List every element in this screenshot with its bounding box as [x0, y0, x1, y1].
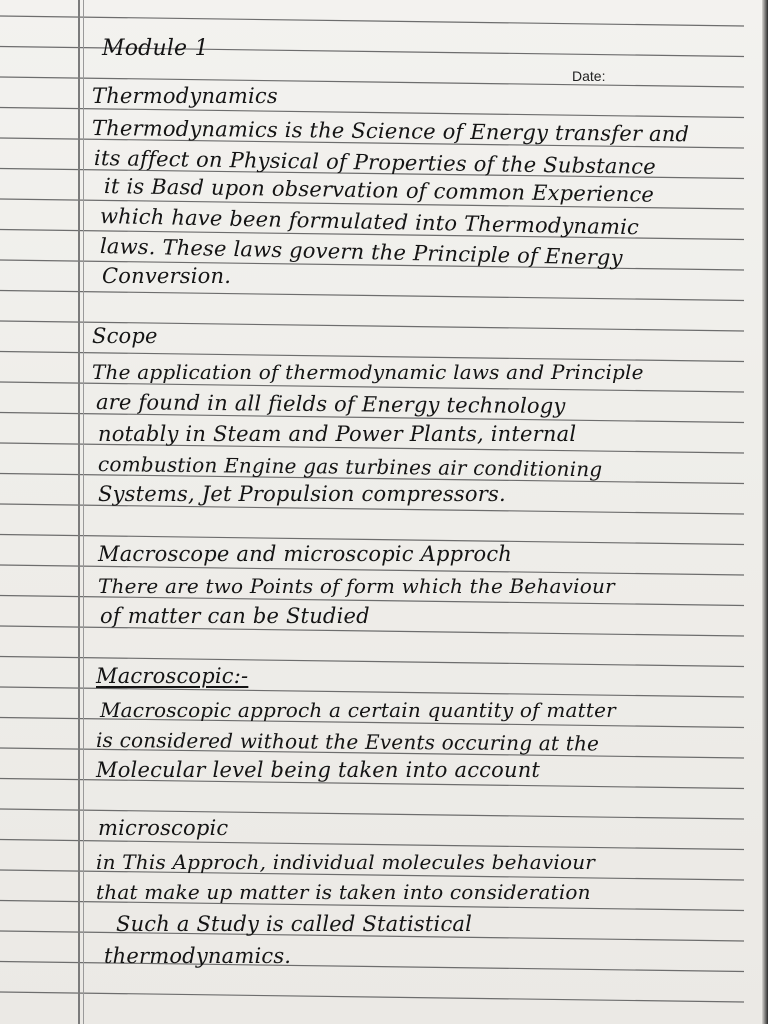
- text-line: are found in all fields of Energy technology: [95, 390, 566, 419]
- text-line: in This Approch, individual molecules behaviour: [96, 850, 596, 874]
- page-edge: [762, 0, 768, 1024]
- text-line: thermodynamics.: [104, 944, 292, 968]
- text-line: Systems, Jet Propulsion compressors.: [98, 482, 506, 506]
- heading-scope: Scope: [92, 324, 158, 348]
- text-line: is considered without the Events occuring at the: [95, 728, 600, 756]
- ruled-line: [0, 840, 744, 850]
- ruled-line: [0, 687, 744, 697]
- text-line: that make up matter is taken into consideration: [96, 880, 591, 904]
- heading-macroscopic: Macroscopic:-: [96, 664, 249, 688]
- date-label: Date:: [572, 68, 606, 84]
- text-line: Conversion.: [102, 264, 232, 288]
- text-line: There are two Points of form which the Behaviour: [98, 574, 615, 598]
- text-line: The application of thermodynamic laws and Principle: [92, 360, 644, 384]
- text-line: Molecular level being taken into account: [96, 758, 541, 782]
- ruled-line: [0, 16, 744, 26]
- text-line: it is Basd upon observation of common Experience: [103, 174, 655, 207]
- text-line: Thermodynamics is the Science of Energy transfer and: [91, 116, 690, 147]
- text-line: Macroscopic approch a certain quantity of matter: [100, 698, 616, 722]
- text-line: Such a Study is called Statistical: [116, 912, 473, 936]
- text-line: of matter can be Studied: [100, 604, 370, 628]
- heading-thermodynamics: Thermodynamics: [92, 84, 278, 108]
- text-line: notably in Steam and Power Plants, internal: [98, 422, 577, 446]
- margin-line: [78, 0, 80, 1024]
- text-line: its affect on Physical of Properties of the Substance: [93, 146, 657, 179]
- text-line: combustion Engine gas turbines air conditioning: [97, 452, 603, 482]
- heading-macro-micro: Macroscope and microscopic Approch: [98, 542, 513, 566]
- module-title: Module 1: [102, 36, 209, 61]
- margin-line-inner: [83, 0, 84, 1024]
- text-line: which have been formulated into Thermodynamic: [99, 204, 640, 240]
- ruled-line: [0, 992, 744, 1002]
- text-line: laws. These laws govern the Principle of Energy: [99, 234, 623, 270]
- ruled-line: [0, 291, 744, 301]
- heading-microscopic: microscopic: [98, 816, 229, 840]
